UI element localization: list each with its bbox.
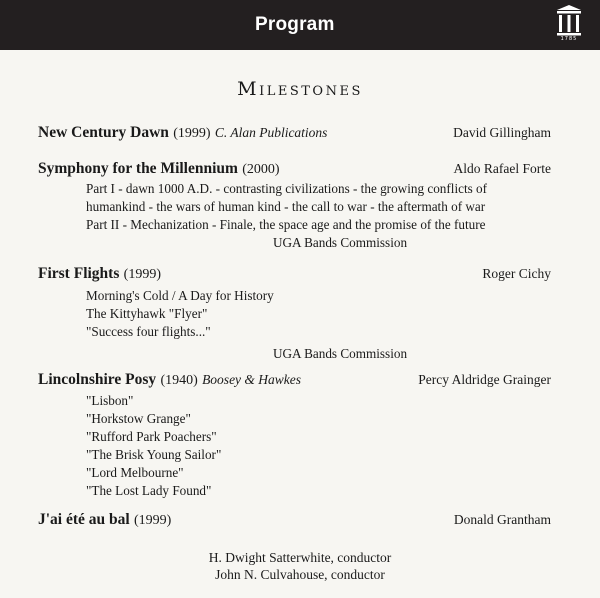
piece-year: (1999) <box>123 267 161 282</box>
movement-line: humankind - the wars of human kind - the call to war - the aftermath of war <box>86 199 486 214</box>
piece-heading <box>38 511 553 531</box>
piece-year: (2000) <box>242 162 280 177</box>
piece-title: Symphony for the Millennium <box>38 160 238 177</box>
movement-line: The Kittyhawk "Flyer" <box>86 306 208 321</box>
piece-title: J'ai été au bal <box>38 511 130 528</box>
piece-year: (1999) <box>134 513 172 528</box>
piece-composer: David Gillingham <box>453 125 551 140</box>
piece-heading <box>38 265 553 285</box>
movement-line: "Horkstow Grange" <box>86 411 191 426</box>
conductor-line: John N. Culvahouse, conductor <box>215 567 385 582</box>
program-piece <box>38 511 553 531</box>
logo-year: 1785 <box>560 36 578 42</box>
piece-heading <box>38 160 553 180</box>
piece-title: First Flights <box>38 265 120 282</box>
movement-line: "The Lost Lady Found" <box>86 483 212 498</box>
piece-publisher: Boosey & Hawkes <box>202 372 302 387</box>
movement-line: "Success four flights..." <box>86 324 211 339</box>
program-piece <box>38 124 553 144</box>
piece-composer: Roger Cichy <box>482 266 551 281</box>
piece-composer: Aldo Rafael Forte <box>453 161 551 176</box>
piece-heading <box>38 124 553 144</box>
conductors-credits <box>0 549 600 583</box>
program-piece <box>38 371 553 500</box>
commission-note: UGA Bands Commission <box>272 235 408 250</box>
piece-heading <box>38 371 553 391</box>
movement-line: "Lisbon" <box>86 393 134 408</box>
piece-title: New Century Dawn <box>38 124 169 141</box>
movement-line: Part I - dawn 1000 A.D. - contrasting civilizations - the growing conflicts of <box>86 181 488 196</box>
header-title: Program <box>255 14 335 35</box>
piece-publisher: C. Alan Publications <box>214 125 328 140</box>
commission-note: UGA Bands Commission <box>272 346 408 361</box>
conductor-line: H. Dwight Satterwhite, conductor <box>208 550 392 565</box>
header-bar <box>0 0 600 50</box>
program-piece <box>38 265 553 363</box>
movement-line: "The Brisk Young Sailor" <box>86 447 222 462</box>
piece-year: (1999) <box>173 126 211 141</box>
movement-line: Morning's Cold / A Day for History <box>86 288 274 303</box>
movement-line: Part II - Mechanization - Finale, the space age and the promise of the future <box>86 217 486 232</box>
piece-title: Lincolnshire Posy <box>38 371 157 388</box>
movement-line: "Lord Melbourne" <box>86 465 184 480</box>
program-piece <box>38 160 553 252</box>
piece-composer: Donald Grantham <box>453 512 551 527</box>
piece-year: (1940) <box>160 373 198 388</box>
piece-composer: Percy Aldridge Grainger <box>418 372 551 387</box>
page-title: Milestones <box>237 78 363 100</box>
movement-line: "Rufford Park Poachers" <box>86 429 217 444</box>
